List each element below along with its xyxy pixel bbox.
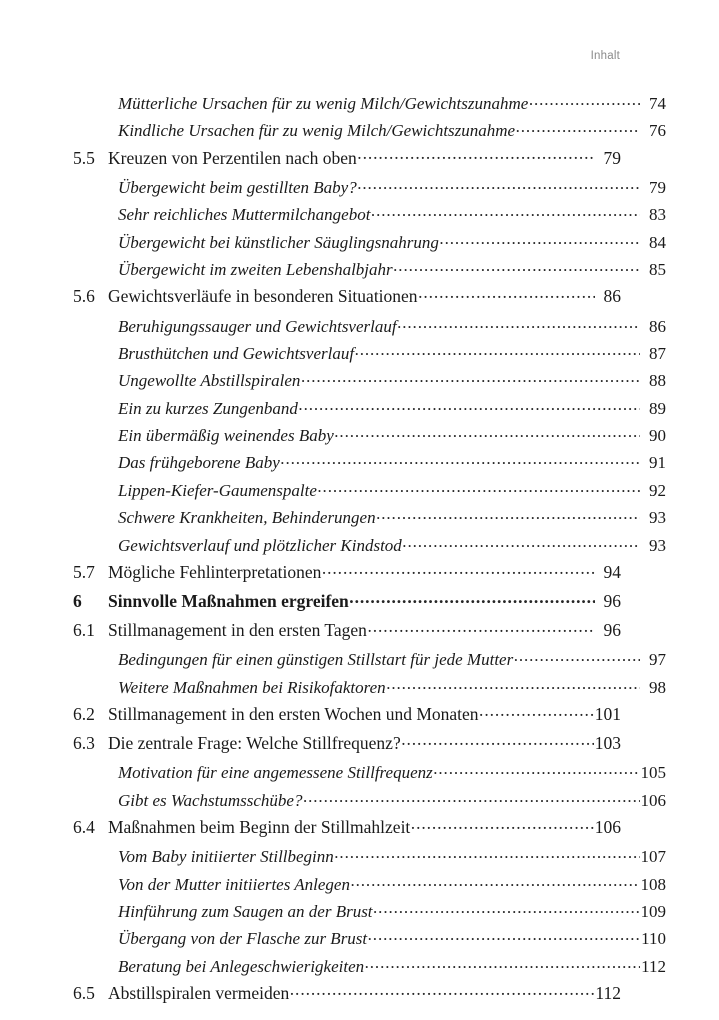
toc-entry-title: Übergang von der Flasche zur Brust	[118, 929, 368, 949]
toc-entry[interactable]	[73, 733, 621, 753]
toc-entry-title: Lippen-Kiefer-Gaumenspalte	[118, 480, 317, 500]
toc-entry-page-number: 96	[603, 591, 621, 612]
toc-entry[interactable]	[73, 620, 621, 640]
toc-entry-page-number: 79	[603, 147, 621, 168]
toc-entry-title: Gewichtsverlauf und plötzlicher Kindstod	[118, 535, 402, 555]
toc-entry-title: Sinnvolle Maßnahmen ergreifen	[108, 591, 349, 612]
toc-entry[interactable]	[73, 762, 666, 781]
toc-dot-leader	[317, 480, 639, 496]
toc-entry[interactable]	[73, 370, 666, 389]
toc-entry-page-number: 79	[649, 177, 666, 197]
toc-entry-title: Übergewicht bei künstlicher Säuglingsnahrung	[118, 232, 439, 252]
toc-entry[interactable]	[73, 177, 666, 196]
toc-entry[interactable]	[73, 901, 666, 920]
toc-dot-leader	[349, 591, 594, 607]
toc-dot-leader	[433, 762, 639, 778]
toc-entry-page-number: 87	[649, 343, 666, 363]
toc-entry-title: Übergewicht beim gestillten Baby?	[118, 177, 357, 197]
toc-dot-leader	[516, 120, 640, 136]
toc-entry-page-number: 96	[603, 620, 621, 641]
toc-dot-leader	[397, 316, 639, 332]
running-head: Inhalt	[590, 50, 620, 62]
toc-entry[interactable]	[73, 398, 666, 417]
toc-entry-page-number: 84	[649, 232, 666, 252]
toc-entry-page-number: 85	[649, 260, 666, 280]
toc-entry-title: Stillmanagement in den ersten Tagen	[108, 620, 367, 641]
toc-dot-leader	[479, 704, 594, 720]
toc-dot-leader	[303, 790, 640, 806]
toc-dot-leader	[298, 398, 639, 414]
toc-entry-page-number: 91	[649, 453, 666, 473]
toc-entry-page-number: 90	[649, 426, 666, 446]
toc-entry[interactable]	[73, 591, 621, 611]
toc-entry-page-number: 106	[640, 790, 666, 810]
toc-entry-title: Motivation für eine angemessene Stillfrequenz	[118, 763, 433, 783]
toc-entry-number: 6.4	[73, 817, 95, 838]
toc-entry[interactable]	[73, 846, 666, 865]
toc-entry[interactable]	[73, 259, 666, 278]
toc-dot-leader	[411, 817, 594, 833]
toc-entry-page-number: 105	[640, 763, 666, 783]
toc-entry-page-number: 92	[649, 480, 666, 500]
toc-entry[interactable]	[73, 204, 666, 223]
toc-entry-title: Abstillspiralen vermeiden	[108, 983, 290, 1004]
toc-entry-page-number: 83	[649, 205, 666, 225]
toc-entry-page-number: 107	[640, 847, 666, 867]
toc-entry[interactable]	[73, 874, 666, 893]
toc-entry-page-number: 98	[649, 677, 666, 697]
toc-entry[interactable]	[73, 790, 666, 809]
toc-entry-title: Die zentrale Frage: Welche Stillfrequenz?	[108, 733, 401, 754]
toc-entry-number: 6.2	[73, 704, 95, 725]
toc-entry-title: Weitere Maßnahmen bei Risikofaktoren	[118, 677, 386, 697]
toc-entry-page-number: 86	[603, 286, 621, 307]
toc-dot-leader	[322, 562, 595, 578]
toc-entry-page-number: 112	[641, 956, 666, 976]
toc-dot-leader	[365, 956, 640, 972]
toc-entry-number: 6.3	[73, 733, 95, 754]
toc-entry[interactable]	[73, 562, 621, 582]
toc-dot-leader	[402, 535, 639, 551]
toc-entry-page-number: 93	[649, 508, 666, 528]
toc-entry-title: Ein übermäßig weinendes Baby	[118, 426, 334, 446]
toc-entry-number: 6.1	[73, 620, 95, 641]
toc-entry-title: Maßnahmen beim Beginn der Stillmahlzeit	[108, 817, 411, 838]
toc-entry-number: 5.7	[73, 562, 95, 583]
toc-entry-title: Ungewollte Abstillspiralen	[118, 371, 301, 391]
toc-dot-leader	[357, 177, 639, 193]
toc-dot-leader	[290, 983, 595, 999]
toc-entry-number: 6	[73, 591, 82, 612]
toc-entry[interactable]	[73, 956, 666, 975]
toc-dot-leader	[334, 425, 639, 441]
toc-entry[interactable]	[73, 316, 666, 335]
toc-entry[interactable]	[73, 704, 621, 724]
toc-entry-page-number: 108	[640, 874, 666, 894]
toc-entry-page-number: 106	[594, 817, 621, 838]
toc-entry-page-number: 74	[649, 94, 666, 113]
toc-entry-title: Mütterliche Ursachen für zu wenig Milch/Gewichtszunahme	[118, 94, 529, 113]
toc-dot-leader	[357, 148, 594, 164]
toc-entry-title: Hinführung zum Saugen an der Brust	[118, 901, 373, 921]
toc-entry-page-number: 89	[649, 398, 666, 418]
toc-entry[interactable]	[73, 983, 621, 1003]
toc-entry-page-number: 88	[649, 371, 666, 391]
toc-entry-page-number: 112	[595, 983, 621, 1004]
toc-entry[interactable]	[73, 93, 666, 112]
toc-entry-title: Von der Mutter initiiertes Anlegen	[118, 874, 350, 894]
toc-entry-number: 6.5	[73, 983, 95, 1004]
toc-entry-page-number: 93	[649, 535, 666, 555]
toc-dot-leader	[418, 286, 594, 302]
toc-entry-title: Beratung bei Anlegeschwierigkeiten	[118, 956, 365, 976]
toc-entry-page-number: 109	[640, 901, 666, 921]
toc-list	[73, 93, 666, 1012]
toc-entry-title: Kreuzen von Perzentilen nach oben	[108, 147, 357, 168]
toc-entry[interactable]	[73, 148, 621, 168]
toc-entry-page-number: 97	[649, 650, 666, 670]
toc-entry-page-number: 110	[641, 929, 666, 949]
toc-dot-leader	[350, 874, 639, 890]
toc-entry[interactable]	[73, 480, 666, 499]
toc-entry-page-number: 101	[594, 704, 621, 725]
toc-entry-title: Kindliche Ursachen für zu wenig Milch/Gewichtszunahme	[118, 121, 516, 141]
toc-entry-number: 5.6	[73, 286, 95, 307]
toc-dot-leader	[393, 259, 639, 275]
toc-entry-title: Schwere Krankheiten, Behinderungen	[118, 508, 376, 528]
toc-entry-title: Übergewicht im zweiten Lebenshalbjahr	[118, 260, 393, 280]
toc-entry[interactable]	[73, 286, 621, 306]
toc-dot-leader	[373, 901, 639, 917]
toc-entry-title: Mögliche Fehlinterpretationen	[108, 562, 322, 583]
toc-dot-leader	[355, 343, 640, 359]
toc-dot-leader	[529, 93, 640, 109]
toc-entry-title: Stillmanagement in den ersten Wochen und Monaten	[108, 704, 479, 725]
toc-entry-title: Ein zu kurzes Zungenband	[118, 398, 298, 418]
toc-entry[interactable]	[73, 677, 666, 696]
toc-entry-title: Gewichtsverläufe in besonderen Situationen	[108, 286, 418, 307]
toc-entry-title: Das frühgeborene Baby	[118, 453, 280, 473]
toc-entry[interactable]	[73, 120, 666, 139]
toc-entry[interactable]	[73, 928, 666, 947]
toc-dot-leader	[371, 204, 640, 220]
toc-dot-leader	[386, 677, 639, 693]
toc-dot-leader	[376, 507, 639, 523]
toc-entry-page-number: 76	[649, 121, 666, 141]
toc-entry[interactable]	[73, 452, 666, 471]
toc-entry-title: Sehr reichliches Muttermilchangebot	[118, 205, 371, 225]
toc-entry-page-number: 103	[594, 733, 621, 754]
toc-entry-title: Beruhigungssauger und Gewichtsverlauf	[118, 316, 397, 336]
toc-entry[interactable]	[73, 425, 666, 444]
toc-entry-page-number: 86	[649, 316, 666, 336]
toc-entry-title: Gibt es Wachstumsschübe?	[118, 790, 303, 810]
toc-entry-title: Bedingungen für einen günstigen Stillstart für jede Mutter	[118, 650, 514, 670]
toc-entry-number: 5.5	[73, 147, 95, 168]
toc-dot-leader	[439, 232, 639, 248]
toc-entry[interactable]	[73, 232, 666, 251]
toc-dot-leader	[301, 370, 640, 386]
toc-entry[interactable]	[73, 535, 666, 554]
toc-entry[interactable]	[73, 817, 621, 837]
toc-dot-leader	[334, 846, 639, 862]
toc-entry[interactable]	[73, 343, 666, 362]
toc-entry[interactable]	[73, 649, 666, 668]
toc-entry-title: Brusthütchen und Gewichtsverlauf	[118, 343, 355, 363]
toc-entry-title: Vom Baby initiierter Stillbeginn	[118, 847, 334, 867]
toc-dot-leader	[280, 452, 639, 468]
toc-dot-leader	[367, 620, 594, 636]
toc-dot-leader	[401, 733, 594, 749]
toc-entry-page-number: 94	[603, 562, 621, 583]
toc-entry[interactable]	[73, 507, 666, 526]
toc-dot-leader	[514, 649, 640, 665]
toc-dot-leader	[368, 928, 640, 944]
